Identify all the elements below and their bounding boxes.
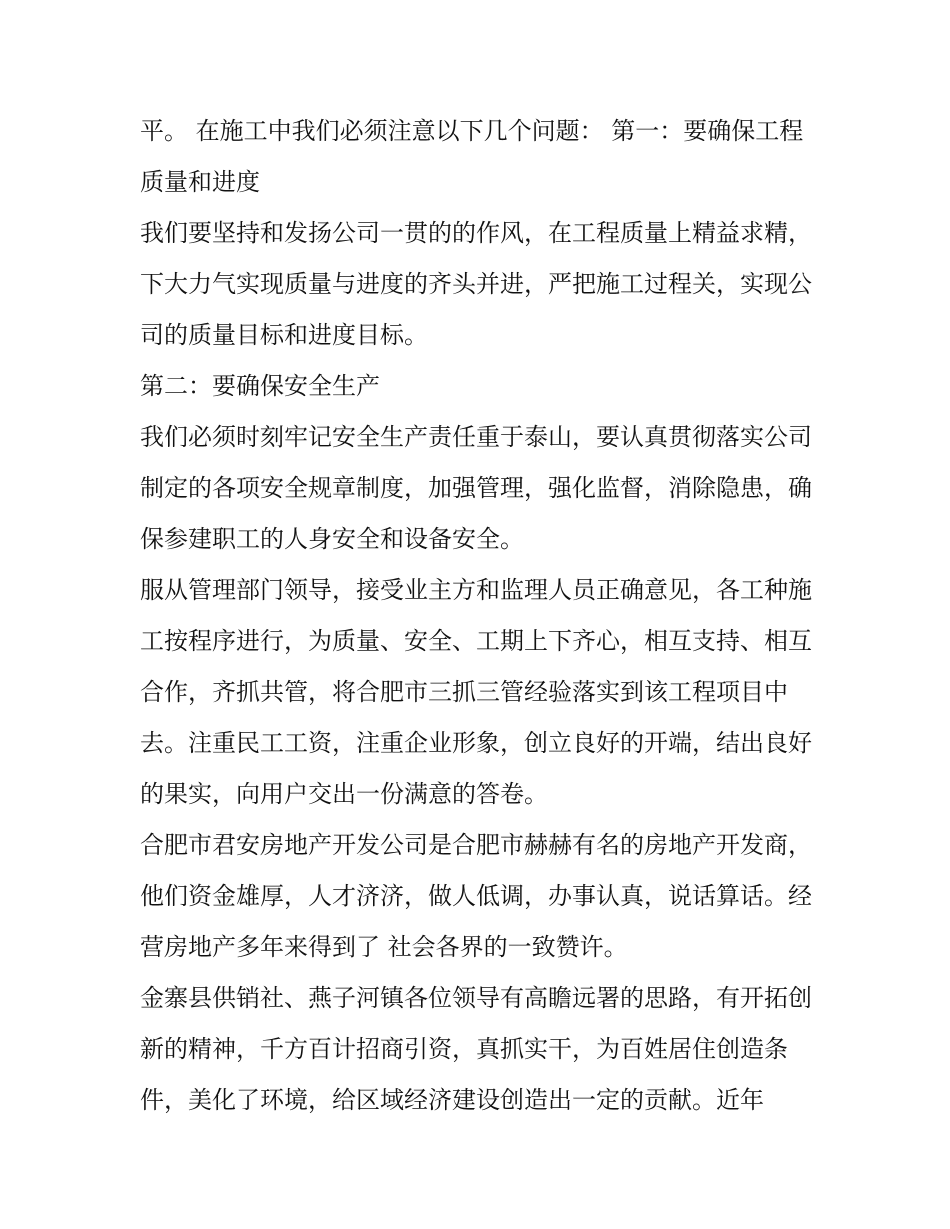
paragraph-6: 合肥市君安房地产开发公司是合肥市赫赫有名的房地产开发商，他们资金雄厚，人才济济，做人低调，办事认真，说话算话。经营房地产多年来得到了 社会各界的一致赞许。 [140,831,812,961]
paragraph-3: 第二：要确保安全生产 [140,372,380,400]
document-body [140,106,812,1126]
paragraph-5: 服从管理部门领导，接受业主方和监理人员正确意见，各工种施工按程序进行，为质量、安全、工期上下齐心，相互支持、相互合作，齐抓共管，将合肥市三抓三管经验落实到该工程项目中去。注重民工工资，注重企业形象，创立良好的开端，结出良好的果实，向用户交出一份满意的答卷。 [140,576,812,808]
paragraph-2: 我们要坚持和发扬公司一贯的的作风，在工程质量上精益求精，下大力气实现质量与进度的齐头并进，严把施工过程关，实现公司的质量目标和进度目标。 [140,219,812,349]
paragraph-1: 平。 在施工中我们必须注意以下几个问题： 第一：要确保工程质量和进度 [140,117,804,196]
paragraph-4: 我们必须时刻牢记安全生产责任重于泰山，要认真贯彻落实公司制定的各项安全规章制度，加强管理，强化监督，消除隐患，确保参建职工的人身安全和设备安全。 [140,423,812,553]
paragraph-7: 金寨县供销社、燕子河镇各位领导有高瞻远署的思路，有开拓创新的精神，千方百计招商引资，真抓实干，为百姓居住创造条件，美化了环境，给区域经济建设创造出一定的贡献。近年 [140,984,812,1114]
